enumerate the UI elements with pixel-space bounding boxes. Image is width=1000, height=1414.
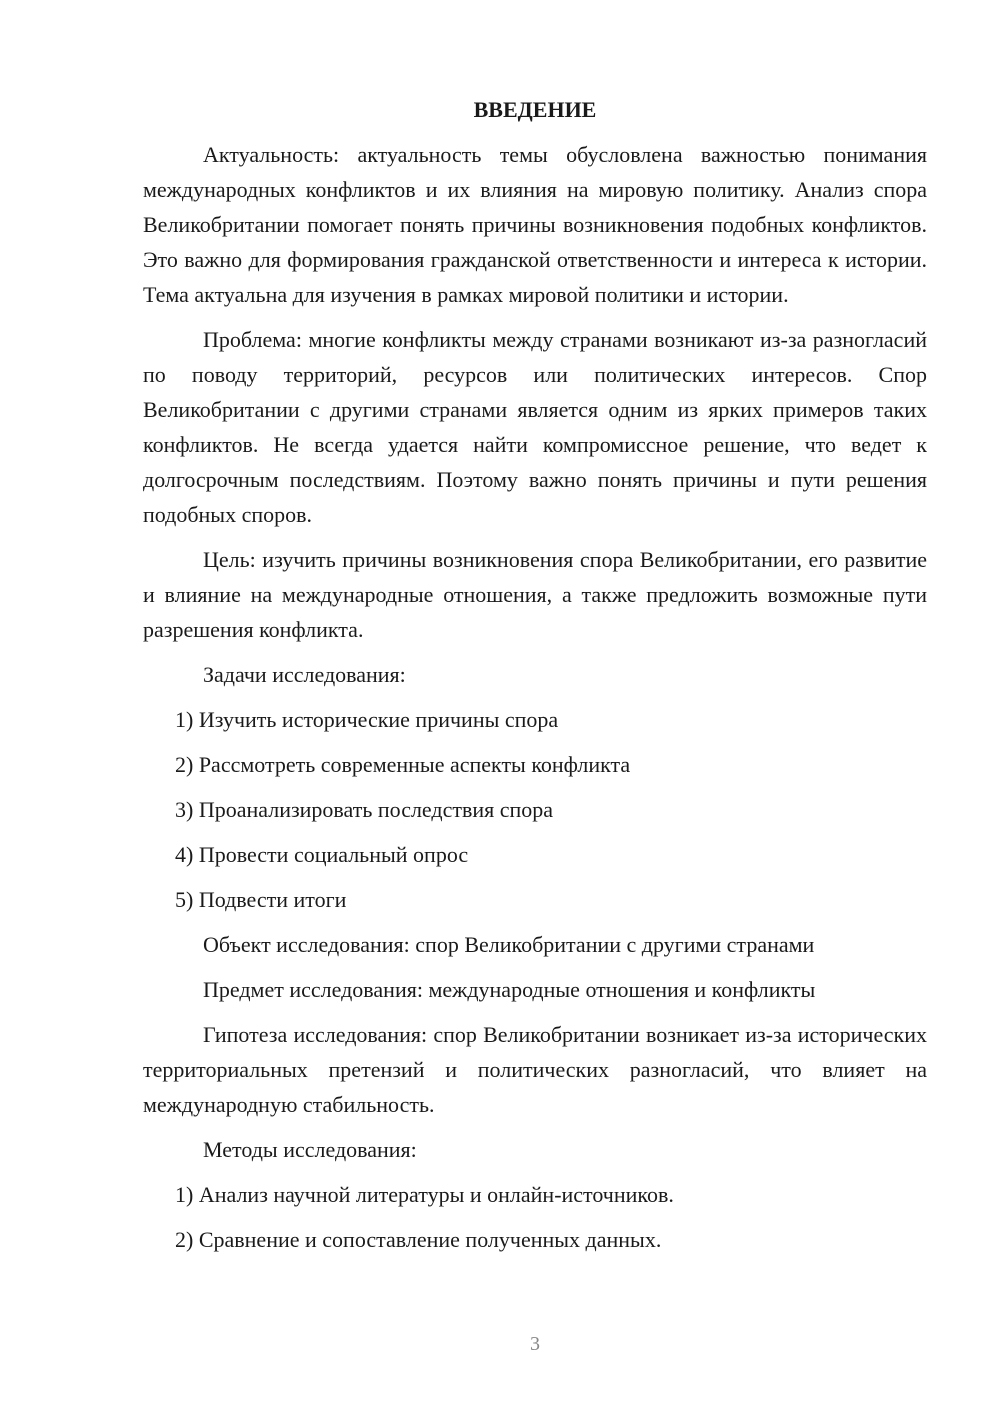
- methods-heading: Методы исследования:: [203, 1137, 417, 1162]
- list-item: 2) Сравнение и сопоставление полученных данных.: [175, 1227, 662, 1252]
- list-item: 2) Рассмотреть современные аспекты конфликта: [175, 752, 631, 777]
- list-item: 5) Подвести итоги: [175, 887, 347, 912]
- list-item: 1) Изучить исторические причины спора: [175, 707, 559, 732]
- research-subject: Предмет исследования: международные отношения и конфликты: [203, 977, 816, 1002]
- goal-paragraph: Цель: изучить причины возникновения спора Великобритании, его развитие и влияние на международные отношения, а также предложить возможные пути разрешения конфликта.: [143, 547, 927, 642]
- relevance-paragraph: Актуальность: актуальность темы обусловлена важностью понимания международных конфликтов и их влияния на мировую политику. Анализ спора Великобритании помогает понять причины возникновения подобных конфликтов. Это важно для формирования гражданской ответственности и интереса к истории. Тема актуальна для изучения в рамках мировой политики и истории.: [143, 142, 927, 307]
- list-item: 1) Анализ научной литературы и онлайн-источников.: [175, 1182, 674, 1207]
- document-body: [143, 95, 927, 1267]
- list-item: 3) Проанализировать последствия спора: [175, 797, 554, 822]
- tasks-list: [143, 702, 927, 917]
- problem-paragraph: Проблема: многие конфликты между странами возникают из-за разногласий по поводу территорий, ресурсов или политических интересов. Спор Великобритании с другими странами является одним из ярких примеров таких конфликтов. Не всегда удается найти компромиссное решение, что ведет к долгосрочным последствиям. Поэтому важно понять причины и пути решения подобных споров.: [143, 327, 927, 527]
- research-object: Объект исследования: спор Великобритании с другими странами: [203, 932, 815, 957]
- tasks-heading: Задачи исследования:: [203, 662, 406, 687]
- page-number: 3: [530, 1333, 540, 1355]
- hypothesis-paragraph: Гипотеза исследования: спор Великобритании возникает из-за исторических территориальных претензий и политических разногласий, что влияет на международную стабильность.: [143, 1022, 927, 1117]
- list-item: 4) Провести социальный опрос: [175, 842, 469, 867]
- methods-list: [143, 1177, 927, 1257]
- section-title: ВВЕДЕНИЕ: [473, 97, 597, 122]
